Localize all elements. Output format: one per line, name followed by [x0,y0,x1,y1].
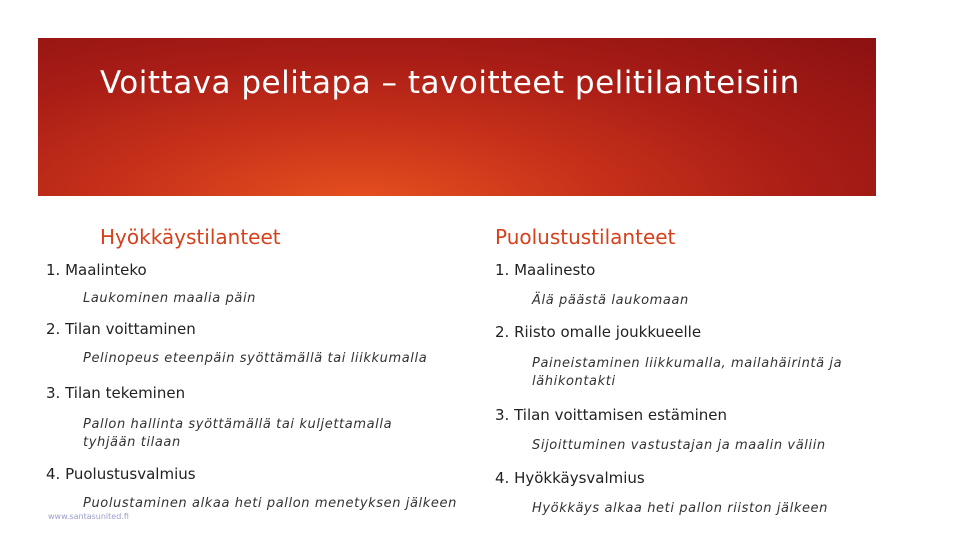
left-item-2: 2. Tilan voittaminen [46,320,196,338]
right-item-3-sub: Sijoittuminen vastustajan ja maalin väliin [532,438,826,453]
right-item-2: 2. Riisto omalle joukkueelle [495,323,702,341]
right-item-3: 3. Tilan voittamisen estäminen [495,406,727,424]
right-item-1-sub: Älä päästä laukomaan [532,293,689,308]
right-column-heading: Puolustustilanteet [495,225,676,249]
left-item-3-sub: Pallon hallinta syöttämällä tai kuljettamalla tyhjään tilaan [83,417,393,450]
footer-url[interactable]: www.santasunited.fi [48,512,129,521]
right-item-4: 4. Hyökkäysvalmius [495,469,645,487]
left-item-4: 4. Puolustusvalmius [46,465,196,483]
right-item-4-sub: Hyökkäys alkaa heti pallon riiston jälkeen [532,501,828,516]
left-item-3: 3. Tilan tekeminen [46,384,186,402]
slide-title: Voittava pelitapa – tavoitteet pelitilanteisiin [100,65,800,101]
left-column-heading: Hyökkäystilanteet [100,225,281,249]
title-banner [38,38,876,196]
left-item-2-sub: Pelinopeus eteenpäin syöttämällä tai liikkumalla [83,351,428,366]
right-item-2-sub: Paineistaminen liikkumalla, mailahäirintä ja lähikontakti [532,356,843,389]
left-item-1: 1. Maalinteko [46,261,147,279]
left-item-1-sub: Laukominen maalia päin [83,291,257,306]
left-item-4-sub: Puolustaminen alkaa heti pallon menetyksen jälkeen [83,496,457,511]
right-item-1: 1. Maalinesto [495,261,596,279]
